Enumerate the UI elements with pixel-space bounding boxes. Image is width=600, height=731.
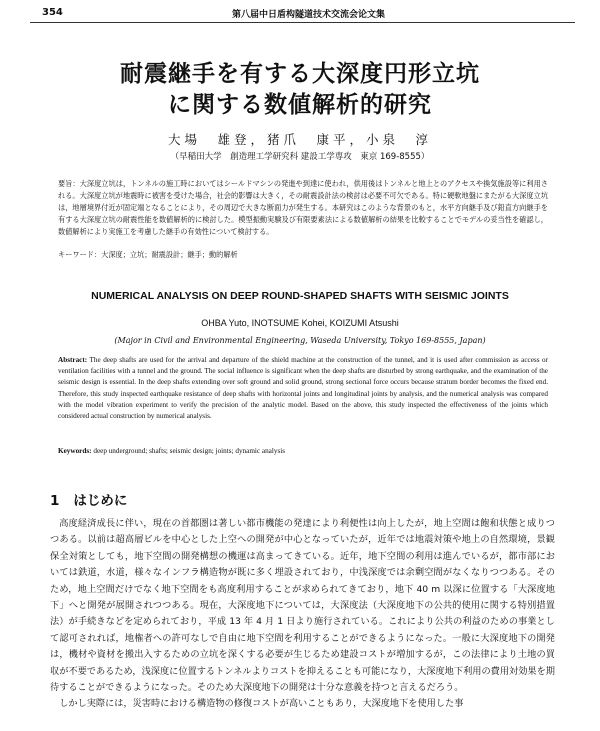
authors-en: OHBA Yuto, INOTSUME Kohei, KOIZUMI Atsushi: [201, 318, 399, 328]
body-paragraph-2: しかし実際には，災害時における構造物の修復コストが高いこともあり，大深度地下を使用した事: [59, 698, 464, 710]
abstract-en: [58, 355, 548, 422]
body-paragraph-1: 高度経済成長に伴い，現在の首都圏は著しい都市機能の発達により利便性は向上したが，地上空間は飽和状態と成りつつある。以前は超高層ビルを中心とした上空への開発が中心となっていたが，近年では地震対策や地上の自然環境，景観保全対策としても，地下空間の開発構想の機運は高まってきている。近年，地下空間の利用は進んでいるが，都市部においては鉄道，水道，様々なインフラ構造物が既に多く埋設されており，中浅深度では余剰空間がなくなりつつある。そのため，地上空間だけでなく地下空間をも高度利用することが求められてきており，地下 40 m 以深に位置する「大深度地下」へと開発が展開されつつある。現在，大深度地下については，大深度法（大深度地下の公共的使用に関する特別措置法）が手続きなどを定められており，平成 13 年 4 月 1 日より施行されている。これにより公共の利益のための事業として認可されれば，地権者への許可なしで自由に地下空間を利用することができるようになった。一般に大深度地下の開発は，機材や資材を搬出入するための立坑を深くする必要が生じるため建設コストが増加するが，この法律により土地の買収が不要であるため，浅深度に位置するトンネルよりコストを抑えることも可能になり，大深度地下利用の費用対効果を期待することができるようになった。そのため大深度地下の開発は十分な意義を持つと言えるだろう。: [50, 518, 555, 694]
keywords-jp: [58, 250, 548, 260]
keywords-jp-label: キーワード：: [58, 250, 102, 259]
section-title: はじめに: [73, 493, 128, 509]
keywords-en: [58, 447, 548, 455]
paper-title-jp: [80, 58, 520, 120]
abstract-jp-text: 大深度立坑は，トンネルの施工時においてはシールドマシンの発進や到達に使われ，供用後はトンネルと地上とのアクセスや換気施設等に利用される。大深度立坑が地震時に被害を受けた場合，社会的影響は大きく，その耐震設計法の検討は必要不可欠である。特に硬軟地盤にまたがる大深度立坑は，地層境界付近が固定端となることにより，その周辺で大きな断面力が発生する。本研究はこのような背景のもと，水平方向継手及び鉛直方向継手を有する大深度立坑の耐震性能を数値解析的に検討した。模型振動実験及び有限要素法による数値解析の結果を比較することでモデルの妥当性を確認し，数値解析により実施工を考慮した継手の有効性について検討する。: [58, 179, 548, 236]
abstract-jp: [58, 178, 548, 238]
authors-jp: 大場 雄登，猪爪 康平，小泉 淳: [167, 132, 432, 147]
abstract-en-label: Abstract:: [58, 356, 88, 364]
section-number: 1: [50, 493, 60, 509]
body-text: [50, 516, 555, 713]
header-rule: [30, 22, 575, 23]
affiliation-en: (Major in Civil and Environmental Engineering, Waseda University, Tokyo 169-8555, Japan): [114, 336, 486, 345]
keywords-jp-text: 大深度；立坑；耐震設計；継手；動的解析: [101, 250, 238, 259]
paper-title-jp-line1: 耐震継手を有する大深度円形立坑: [120, 60, 480, 87]
affiliation-jp: （早稲田大学 創造理工学研究科 建設工学専攻 東京 169-8555）: [170, 152, 430, 162]
running-header: 第八届中日盾构隧道技术交流会论文集: [232, 10, 386, 20]
keywords-en-label: Keywords:: [58, 447, 92, 455]
paper-title-jp-line2: に関する数値解析的研究: [168, 91, 432, 118]
keywords-en-text: deep underground; shafts; seismic design; joints; dynamic analysis: [93, 447, 286, 455]
abstract-jp-label: 要旨：: [58, 179, 80, 188]
page-number: 354: [42, 7, 63, 18]
section-heading: [50, 489, 127, 509]
paper-title-en: NUMERICAL ANALYSIS ON DEEP ROUND-SHAPED SHAFTS WITH SEISMIC JOINTS: [91, 290, 509, 302]
abstract-en-text: The deep shafts are used for the arrival and departure of the shield machine at the construction of the tunnel, and it is used after commission as access or ventilation facilities with a tunnel and the ground. The social influence is significant when the deep shafts are disturbed by strong earthquake, and the examination of the seismic design is essential. In the deep shafts extending over soft ground and solid ground, strong sectional force occurs because stratum border becomes the fixed end. Therefore, this study inspected earthquake resistance of deep shafts with horizontal joints and longitudinal joints by analysis, and the numerical analysis was compared with the model vibration experiment to verify the precision of the analytic model. Based on the above, this study inspected the effectiveness of the joints which considered actual construction by numerical analysis.: [58, 356, 548, 421]
